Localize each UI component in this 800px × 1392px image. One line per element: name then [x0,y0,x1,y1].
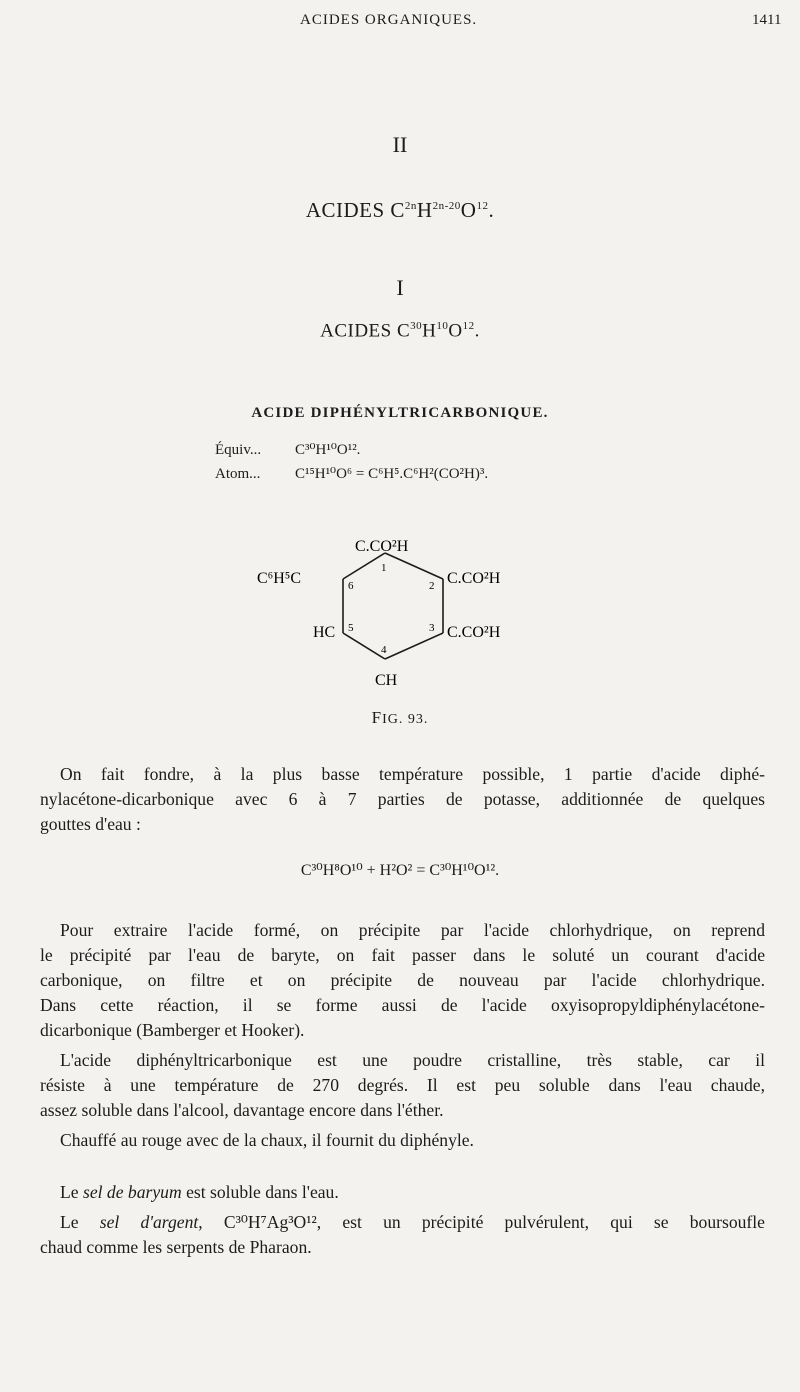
bond-3-4 [385,633,443,659]
equiv-label: Équiv... [215,442,262,458]
position-3: 3 [429,622,435,634]
paragraph-1: On fait fondre, à la plus basse température possible, 1 partie d'acide diphé- nylacétone-dicarbonique avec 6 à 7 parties de potasse, additionnée de quelques gouttes d'eau : [40,764,765,834]
acid-name: ACIDE DIPHÉNYLTRICARBONIQUE. [251,405,549,421]
running-head [0,12,800,34]
bond-1-2 [385,553,443,579]
subsection-heading: ACIDES $C^{30}H^{10}O^{12}$. [320,320,480,342]
running-head-title: ACIDES ORGANIQUES. [300,12,478,28]
position-4: 4 [381,644,387,656]
label-right-top: C.CO²H [447,570,501,587]
bond-4-5 [343,633,385,659]
benzene-structure-diagram [255,525,545,695]
atom-value: C¹⁵H¹⁰O⁶ = C⁶H⁵.C⁶H²(CO²H)³. [295,466,489,482]
paragraph-5: Le sel de baryum est soluble dans l'eau. [60,1182,339,1202]
paragraph-3: L'acide diphényltricarbonique est une poudre cristalline, très stable, car il résiste à une température de 270 degrés. Il est peu soluble dans l'eau chaude, assez soluble dans l'alcool, davantage encore dans l'éther. [40,1050,765,1120]
paragraph-4: Chauffé au rouge avec de la chaux, il fournit du diphényle. [60,1130,474,1150]
subsection-number: I [396,275,404,300]
atom-label: Atom... [215,466,261,482]
atom-formula [215,464,488,483]
section-heading: ACIDES $C^{2n}H^{2n-20}O^{12}$. [305,198,495,222]
salt-name-argent: sel d'argent [99,1212,199,1232]
bond-6-1 [343,553,385,579]
equiv-value: C³⁰H¹⁰O¹². [295,442,361,458]
paragraph-2: Pour extraire l'acide formé, on précipite par l'acide chlorhydrique, on reprend le précipité par l'eau de baryte, on fait passer dans le soluté un courant d'acide carbonique, on filtre et on précipite de nouveau par l'acide chlorhydrique. Dans cette réaction, il se forme aussi de l'acide oxyisopropyldiphénylacétone- dicarbonique (Bamberger et Hooker). [40,920,765,1040]
page-number: 1411 [752,12,782,28]
figure-caption: FIG. 93. [371,708,429,727]
position-2: 2 [429,580,435,592]
paragraph-6: Le sel d'argent, C³⁰H⁷Ag³O¹², est un précipité pulvérulent, qui se boursoufle chaud comme les serpents de Pharaon. [40,1212,765,1257]
label-left-top: C⁶H⁵C [257,570,302,587]
reaction-equation: C³⁰H⁸O¹⁰ + H²O² = C³⁰H¹⁰O¹². [300,862,500,879]
label-top: C.CO²H [355,538,409,555]
label-left-bottom: HC [313,624,336,641]
equiv-formula [215,440,360,459]
position-5: 5 [348,622,354,634]
salt-name-baryum: sel de baryum [82,1182,182,1202]
label-bottom: CH [375,672,398,689]
label-right-bottom: C.CO²H [447,624,501,641]
position-1: 1 [381,562,387,574]
hexagon-ring [343,553,443,659]
position-6: 6 [348,580,354,592]
section-number: II [392,132,408,157]
